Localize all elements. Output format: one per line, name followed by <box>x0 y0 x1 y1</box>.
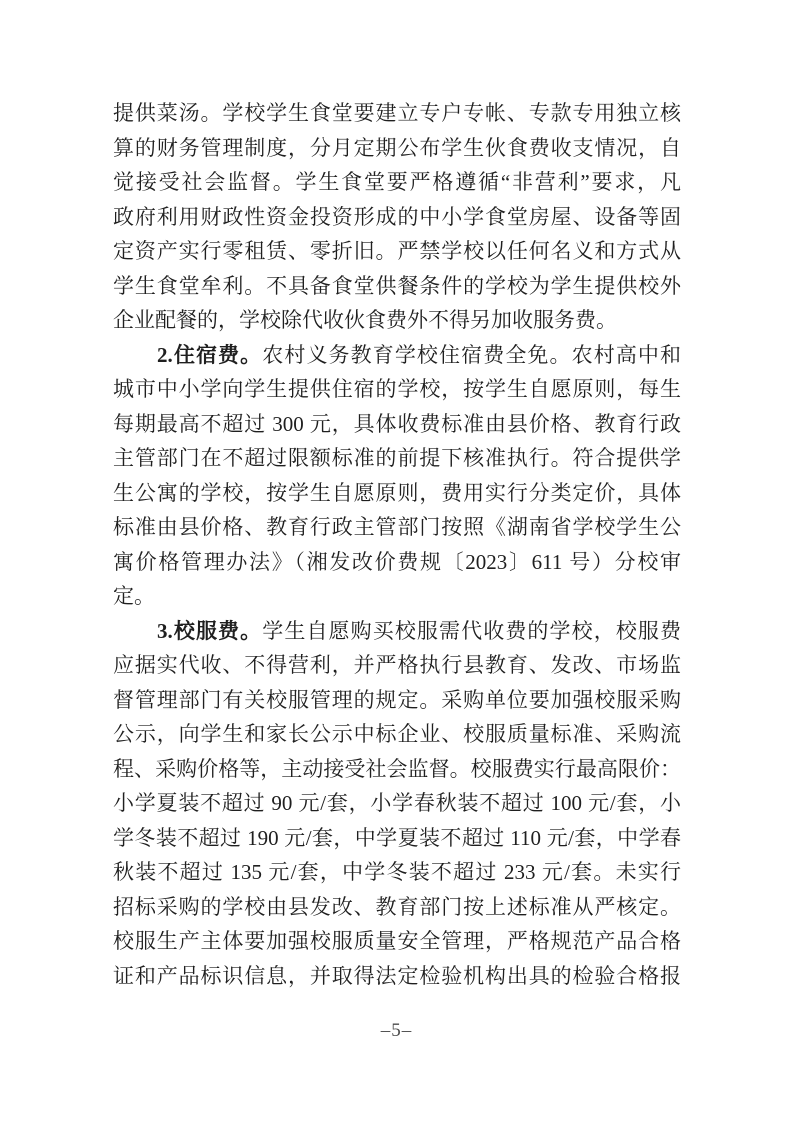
text-line: 生公寓的学校，按学生自愿原则，费用实行分类定价，具体 <box>113 480 681 505</box>
paragraph-accommodation-fee <box>113 338 681 614</box>
text-line: 寓价格管理办法》（湘发改价费规〔2023〕611 号）分校审 <box>113 549 681 574</box>
text-line: 督管理部门有关校服管理的规定。采购单位要加强校服采购 <box>113 687 681 712</box>
text-line: 校服生产主体要加强校服质量安全管理，严格规范产品合格 <box>113 929 681 953</box>
text-line: 招标采购的学校由县发改、教育部门按上述标准从严核定。 <box>113 894 681 919</box>
clause-3-first-line-text: 学生自愿购买校服需代收费的学校，校服费 <box>262 618 681 643</box>
text-line: 觉接受社会监督。学生食堂要严格遵循“非营利”要求，凡 <box>113 170 681 194</box>
text-line: 政府利用财政性资金投资形成的中小学食堂房屋、设备等固 <box>113 204 681 229</box>
paragraph-canteen-fee-continuation <box>113 96 681 338</box>
text-line: 定资产实行零租赁、零折旧。严禁学校以任何名义和方式从 <box>113 239 681 263</box>
text-line <box>113 338 681 373</box>
clause-2-lead: 2.住宿费。 <box>157 342 263 367</box>
text-line: 应据实代收、不得营利，并严格执行县教育、发改、市场监 <box>113 653 681 677</box>
text-line: 秋装不超过 135 元/套，中学冬装不超过 233 元/套。未实行 <box>113 860 681 884</box>
text-line: 学冬装不超过 190 元/套，中学夏装不超过 110 元/套，中学春 <box>113 825 681 850</box>
text-line: 算的财务管理制度，分月定期公布学生伙食费收支情况，自 <box>113 135 681 160</box>
text-line <box>113 614 681 649</box>
text-line: 小学夏装不超过 90 元/套，小学春秋装不超过 100 元/套，小 <box>113 791 681 815</box>
text-line: 定。 <box>113 584 155 608</box>
page-number: –5– <box>380 1020 413 1041</box>
document-body <box>113 96 681 993</box>
text-line: 证和产品标识信息，并取得法定检验机构出具的检验合格报 <box>113 963 681 988</box>
text-line: 每期最高不超过 300 元，具体收费标准由县价格、教育行政 <box>113 411 681 436</box>
text-line: 主管部门在不超过限额标准的前提下核准执行。符合提供学 <box>113 446 681 470</box>
text-line: 城市中小学向学生提供住宿的学校，按学生自愿原则，每生 <box>113 377 681 401</box>
text-line: 企业配餐的，学校除代收伙食费外不得另加收服务费。 <box>113 308 617 332</box>
text-line: 提供菜汤。学校学生食堂要建立专户专帐、专款专用独立核 <box>113 101 681 125</box>
text-line: 程、采购价格等，主动接受社会监督。校服费实行最高限价： <box>113 756 681 781</box>
clause-3-lead: 3.校服费。 <box>157 618 263 643</box>
text-line: 学生食堂牟利。不具备食堂供餐条件的学校为学生提供校外 <box>113 273 681 298</box>
paragraph-uniform-fee <box>113 614 681 994</box>
text-line: 标准由县价格、教育行政主管部门按照《湖南省学校学生公 <box>113 515 681 539</box>
text-line: 公示，向学生和家长公示中标企业、校服质量标准、采购流 <box>113 722 681 746</box>
clause-2-first-line-text: 农村义务教育学校住宿费全免。农村高中和 <box>262 342 681 367</box>
